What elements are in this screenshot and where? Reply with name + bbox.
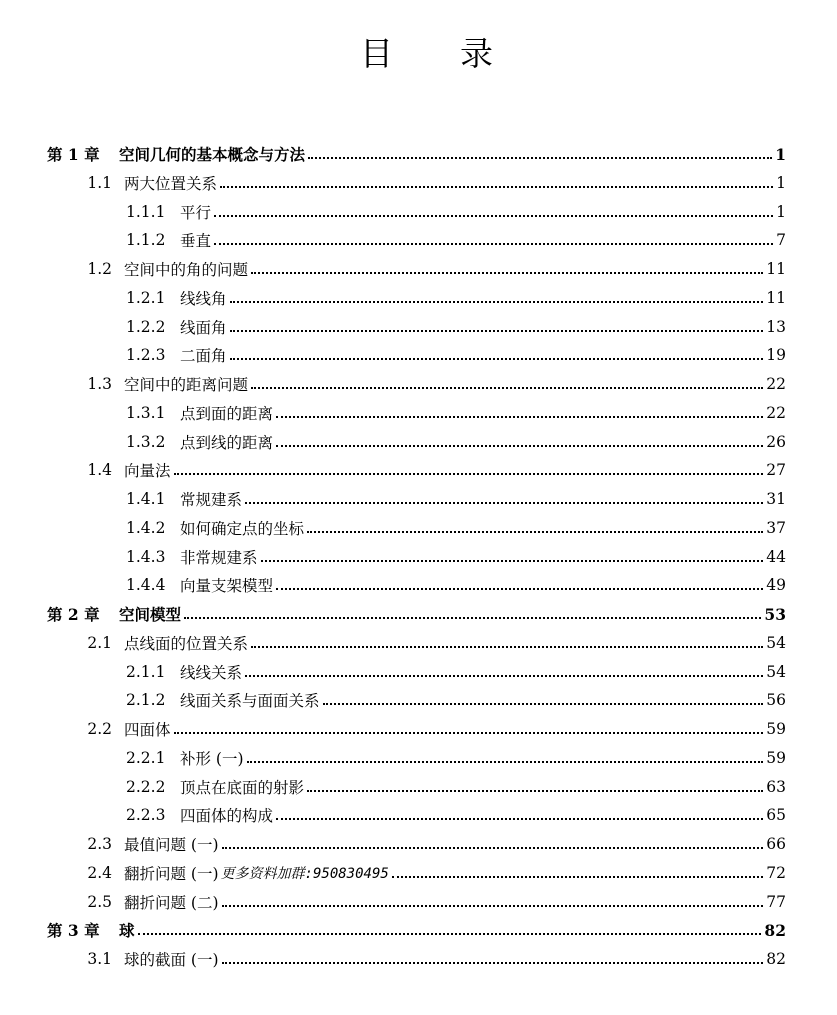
dot-leader: [261, 560, 764, 562]
dot-leader: [214, 243, 773, 245]
toc-entry-page-number: 1: [776, 202, 786, 221]
toc-entry-page-number: 13: [766, 317, 786, 336]
dot-leader: [245, 675, 763, 677]
toc-entry-page-number: 59: [766, 748, 786, 767]
toc-entry[interactable]: [126, 428, 786, 456]
toc-entry-title: 向量法: [124, 462, 171, 481]
dot-leader: [222, 905, 764, 907]
dot-leader: [245, 502, 763, 504]
toc-entry[interactable]: [126, 226, 786, 254]
toc-entry-number: 第 1 章: [47, 145, 100, 164]
toc-entry-number: 1.4.2: [126, 518, 166, 537]
toc-entry-number: 1.2: [87, 260, 112, 278]
toc-entry-page-number: 1: [776, 173, 786, 192]
dot-leader: [214, 215, 773, 217]
toc-entry-page-number: 49: [766, 576, 786, 595]
dot-leader: [230, 301, 764, 303]
toc-entry-number: 1.4.3: [126, 547, 166, 566]
toc-entry-number: 2.1.2: [126, 691, 166, 710]
toc-entry-number: 1.4.4: [126, 576, 166, 595]
toc-entry-page-number: 54: [766, 662, 786, 681]
dot-leader: [392, 876, 763, 878]
dot-leader: [174, 473, 764, 475]
toc-entry-number: 2.5: [87, 892, 112, 911]
toc-entry[interactable]: [72, 169, 786, 197]
toc-entry-title: 常规建系: [180, 491, 243, 509]
toc-entry[interactable]: [72, 888, 786, 916]
toc-entry-number: 2.2.1: [126, 748, 166, 767]
dot-leader: [230, 330, 764, 332]
dot-leader: [276, 445, 763, 447]
toc-entry-page-number: 26: [766, 432, 786, 451]
dot-leader: [308, 157, 772, 159]
toc-entry[interactable]: [126, 571, 786, 599]
toc-entry-title: 如何确定点的坐标: [180, 519, 305, 538]
toc-entry-title: 线线角: [180, 289, 227, 308]
toc-entry-number: 1.4: [87, 461, 112, 480]
toc-entry-page-number: 63: [766, 777, 786, 796]
toc-entry-number: 2.2.2: [126, 777, 166, 796]
toc-entry-number: 1.3.1: [126, 403, 166, 422]
toc-entry-title: 补形 (一): [180, 749, 244, 768]
toc-entry[interactable]: [126, 801, 786, 829]
toc-entry-title: 二面角: [180, 347, 227, 366]
dot-leader: [251, 646, 763, 648]
toc-entry[interactable]: [72, 629, 786, 657]
toc-entry-title: 四面体: [124, 721, 171, 739]
toc-entry-title: 两大位置关系: [124, 174, 218, 193]
dot-leader: [276, 818, 763, 820]
toc-entry-title: 顶点在底面的射影: [180, 778, 305, 797]
dot-leader: [220, 186, 773, 188]
toc-entry[interactable]: [126, 773, 786, 801]
toc-entry-title: 最值问题 (一): [124, 836, 219, 854]
toc-entry[interactable]: [126, 514, 786, 542]
dot-leader: [222, 962, 764, 964]
toc-entry[interactable]: [126, 744, 786, 772]
toc-entry-page-number: 19: [766, 346, 786, 365]
toc-entry-number: 2.1: [87, 633, 112, 652]
toc-entry[interactable]: [126, 198, 786, 226]
dot-leader: [138, 933, 762, 935]
toc-entry[interactable]: [126, 485, 786, 513]
toc-entry[interactable]: [126, 658, 786, 686]
toc-entry-page-number: 11: [766, 260, 786, 278]
dot-leader: [184, 617, 761, 619]
toc-entry-page-number: 1: [775, 144, 786, 164]
toc-entry-page-number: 31: [766, 490, 786, 508]
toc-entry[interactable]: [72, 715, 786, 743]
toc-entry-page-number: 82: [764, 920, 786, 940]
toc-entry-page-number: 7: [776, 231, 786, 250]
dot-leader: [323, 703, 764, 705]
toc-entry-title: 向量支架模型: [180, 577, 274, 596]
toc-entry[interactable]: [72, 255, 786, 283]
toc-entry-title: 翻折问题 (二): [124, 893, 219, 912]
toc-entry-number: 第 3 章: [47, 921, 100, 941]
toc-entry[interactable]: [47, 600, 786, 628]
dot-leader: [230, 358, 764, 360]
toc-entry[interactable]: [126, 313, 786, 341]
toc-entry-number: 2.3: [87, 835, 112, 853]
toc-entry-note: 更多资料加群:950830495: [220, 865, 389, 882]
toc-entry-title: 四面体的构成: [180, 807, 274, 826]
toc-entry-page-number: 22: [766, 375, 786, 393]
toc-entry-title: 线面关系与面面关系: [180, 692, 320, 711]
toc-entry[interactable]: [126, 686, 786, 714]
toc-entry-number: 1.1.1: [126, 202, 166, 221]
toc-entry-number: 3.1: [87, 950, 112, 968]
toc-entry[interactable]: [72, 859, 786, 887]
toc-entry-number: 1.4.1: [126, 490, 166, 508]
toc-entry-page-number: 11: [766, 288, 786, 307]
toc-entry[interactable]: [47, 140, 786, 168]
toc-entry[interactable]: [47, 916, 786, 944]
toc-entry-number: 1.3: [87, 375, 112, 393]
toc-entry[interactable]: [126, 543, 786, 571]
toc-entry-page-number: 22: [766, 403, 786, 422]
toc-entry-page-number: 59: [766, 720, 786, 738]
toc-entry-title: 线面角: [180, 318, 227, 337]
toc-entry-title: 点到面的距离: [180, 404, 274, 423]
toc-entry[interactable]: [72, 945, 786, 973]
toc-entry-number: 2.1.1: [126, 662, 166, 681]
toc-entry-page-number: 56: [766, 691, 786, 710]
dot-leader: [251, 387, 763, 389]
toc-entry-page-number: 82: [766, 950, 786, 968]
toc-entry[interactable]: [126, 341, 786, 369]
toc-entry-number: 1.3.2: [126, 432, 166, 451]
toc-title-left: 目: [360, 34, 393, 73]
toc-entry-page-number: 37: [766, 518, 786, 537]
toc-entry-page-number: 66: [766, 835, 786, 853]
dot-leader: [276, 416, 763, 418]
toc-entry[interactable]: [72, 456, 786, 484]
dot-leader: [174, 732, 764, 734]
dot-leader: [247, 761, 764, 763]
toc-entry-number: 2.2: [87, 720, 112, 738]
toc-entry[interactable]: [72, 370, 786, 398]
toc-entry-title: 平行: [180, 203, 212, 222]
toc-entry-title: 空间模型: [119, 605, 182, 624]
toc-entry[interactable]: [72, 830, 786, 858]
toc-entry-title: 线线关系: [180, 663, 243, 682]
toc-entry-page-number: 54: [766, 633, 786, 652]
toc-entry-number: 1.2.1: [126, 288, 166, 307]
toc-entry-title: 球: [119, 921, 135, 941]
dot-leader: [307, 790, 763, 792]
toc-entry-page-number: 72: [766, 863, 786, 882]
toc-entry-page-number: 44: [766, 547, 786, 566]
toc-entry-title: 空间几何的基本概念与方法: [119, 145, 306, 164]
toc-entry-title: 非常规建系: [180, 548, 258, 567]
toc-entry-number: 1.2.3: [126, 346, 166, 365]
toc-entry-number: 第 2 章: [47, 605, 100, 624]
dot-leader: [307, 531, 763, 533]
toc-entry-title: 球的截面 (一): [124, 951, 219, 969]
toc-entry-page-number: 77: [766, 892, 786, 911]
toc-entry-number: 1.2.2: [126, 317, 166, 336]
toc-entry-number: 2.4: [87, 863, 112, 882]
toc-entry-title: 垂直: [180, 232, 212, 251]
toc-entry[interactable]: [126, 284, 786, 312]
dot-leader: [222, 847, 764, 849]
toc-entry-page-number: 53: [764, 604, 786, 624]
toc-title-right: 录: [460, 34, 493, 73]
toc-entry-title: 空间中的距离问题: [124, 376, 249, 394]
toc-entry-title: 空间中的角的问题: [124, 261, 249, 279]
toc-entry[interactable]: [126, 399, 786, 427]
dot-leader: [276, 588, 763, 590]
toc-entry-page-number: 65: [766, 806, 786, 825]
toc-entry-number: 1.1: [87, 173, 112, 192]
toc-entry-title: 点到线的距离: [180, 433, 274, 452]
toc-entry-title: 翻折问题 (一): [124, 864, 219, 883]
toc-entry-number: 1.1.2: [126, 231, 166, 250]
dot-leader: [251, 272, 763, 274]
toc-entry-number: 2.2.3: [126, 806, 166, 825]
toc-entry-title: 点线面的位置关系: [124, 634, 249, 653]
toc-entry-page-number: 27: [766, 461, 786, 480]
